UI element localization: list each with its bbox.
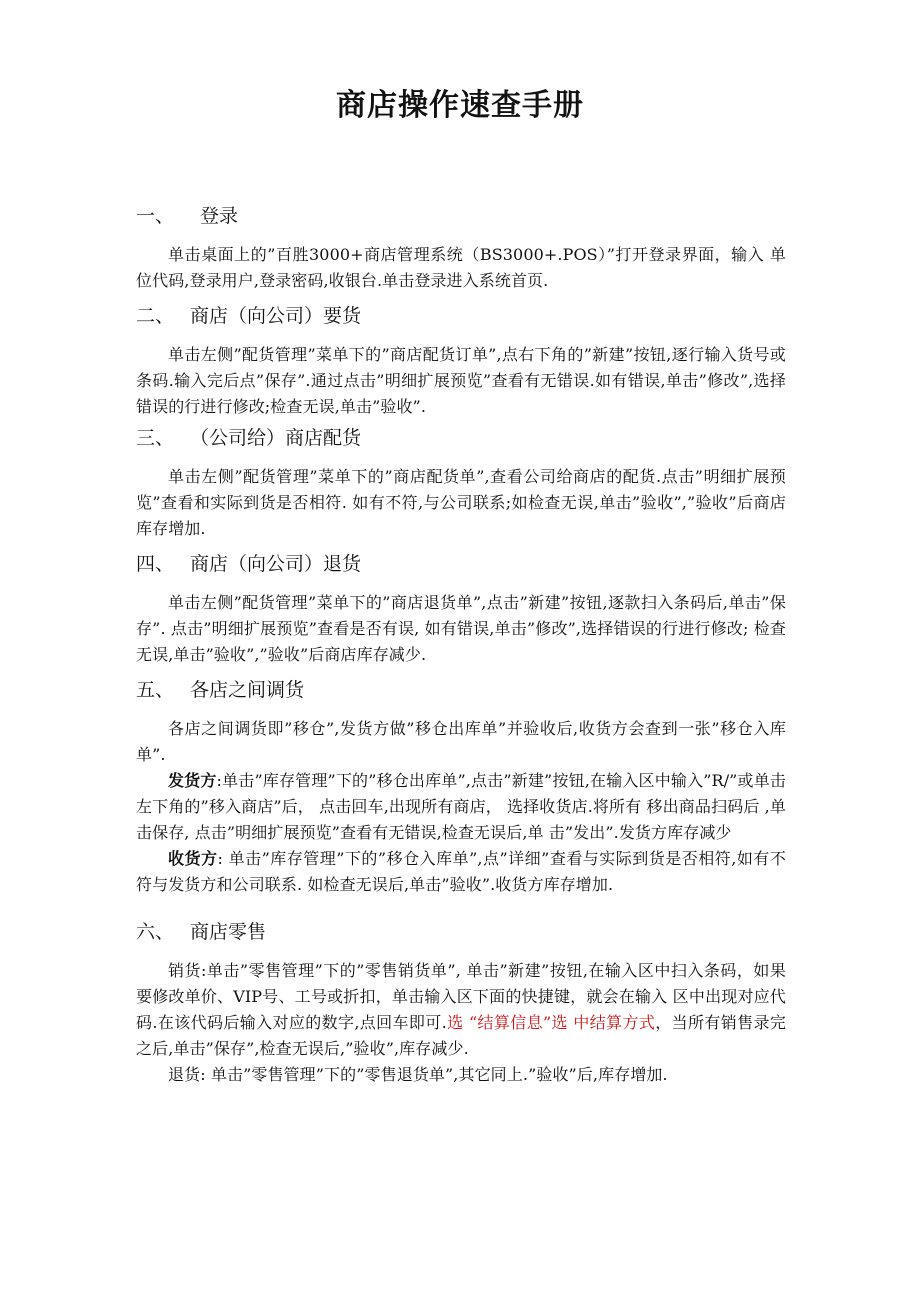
sales-text-start: 销货:单击”零售管理”下的”零售销货单”, 单击”新建”按钮,在输入区中扫入条码，如果要修改单价、VIP号、工号或折扣，单击输入区下面的快捷键，就会在输入 区中出现对应代码.在该代码后输入对应的数字,点回车即可. (136, 961, 786, 1032)
section-heading (136, 550, 786, 578)
section-number: 五、 (136, 679, 175, 701)
section-number: 二、 (136, 305, 175, 327)
section-store-delivery (136, 424, 786, 542)
section-heading (136, 202, 786, 230)
section-body: 单击左侧”配货管理”菜单下的”商店退货单”,点击”新建”按钮,逐款扫入条码后,单击”保存”. 点击”明细扩展预览”查看是否有误, 如有错误,单击”修改”,选择错误的行进行修改; 检查无误,单击”验收”,”验收”后商店库存减少. (136, 593, 786, 664)
section-title: （公司给）商店配货 (190, 427, 362, 449)
section-body: 单击桌面上的”百胜3000+商店管理系统（BS3000+.POS）”打开登录界面，输入 单位代码,登录用户,登录密码,收银台.单击登录进入系统首页. (136, 245, 786, 290)
section-title: 商店（向公司）退货 (190, 553, 362, 575)
settlement-highlight: 选 “结算信息”选 中结算方式 (446, 1013, 656, 1032)
section-store-order (136, 302, 786, 420)
section-store-return (136, 550, 786, 668)
sales-paragraph (136, 958, 786, 1062)
section-heading (136, 424, 786, 452)
section-body: 单击左侧”配货管理”菜单下的”商店配货单”,查看公司给商店的配货.点击”明细扩展预览”查看和实际到货是否相符. 如有不符,与公司联系;如检查无误,单击”验收”,”验收”后商店库存增加. (136, 467, 786, 538)
document-title: 商店操作速查手册 (336, 88, 584, 123)
sender-label: 发货方 (168, 771, 217, 790)
receiver-text: : 单击”库存管理”下的”移仓入库单”,点”详细”查看与实际到货是否相符,如有不符与发货方和公司联系. 如检查无误后,单击”验收”.收货方库存增加. (136, 849, 786, 894)
section-body: 单击左侧”配货管理”菜单下的”商店配货订单”,点右下角的”新建”按钮,逐行输入货号或条码.输入完后点”保存”.通过点击”明细扩展预览”查看有无错误.如有错误,单击”修改”,选择错误的行进行修改;检查无误,单击”验收”. (136, 345, 786, 416)
section-intro: 各店之间调货即”移仓”,发货方做”移仓出库单”并验收后,收货方会查到一张”移仓入库单”. (136, 719, 786, 764)
return-paragraph: 退货: 单击”零售管理”下的”零售退货单”,其它同上.”验收”后,库存增加. (168, 1065, 668, 1084)
section-store-transfer (136, 676, 786, 898)
section-number: 六、 (136, 921, 175, 943)
sender-text: :单击”库存管理”下的”移仓出库单”,点击”新建”按钮,在输入区中输入”R/”或单击左下角的”移入商店”后， 点击回车,出现所有商店， 选择收货店.将所有 移出商品扫码后 ,单击保存, 点击”明细扩展预览”查看有无错误,检查无误后,单 击”发出”.发货方库存减少 (136, 771, 786, 842)
section-title: 商店（向公司）要货 (190, 305, 362, 327)
section-retail (136, 918, 786, 1088)
receiver-label: 收货方 (168, 849, 218, 868)
section-heading (136, 302, 786, 330)
section-title: 各店之间调货 (190, 679, 305, 701)
sales-text-end: ，当所有销售录完之后,单击”保存”,检查无误后,”验收”,库存减少. (136, 1013, 786, 1058)
section-heading (136, 918, 786, 946)
section-number: 一、 (136, 205, 175, 227)
section-number: 三、 (136, 427, 175, 449)
section-title: 登录 (200, 205, 239, 227)
sender-paragraph (136, 768, 786, 846)
receiver-paragraph (136, 846, 786, 898)
section-heading (136, 676, 786, 704)
section-number: 四、 (136, 553, 175, 575)
section-title: 商店零售 (190, 921, 267, 943)
section-login (136, 202, 786, 294)
